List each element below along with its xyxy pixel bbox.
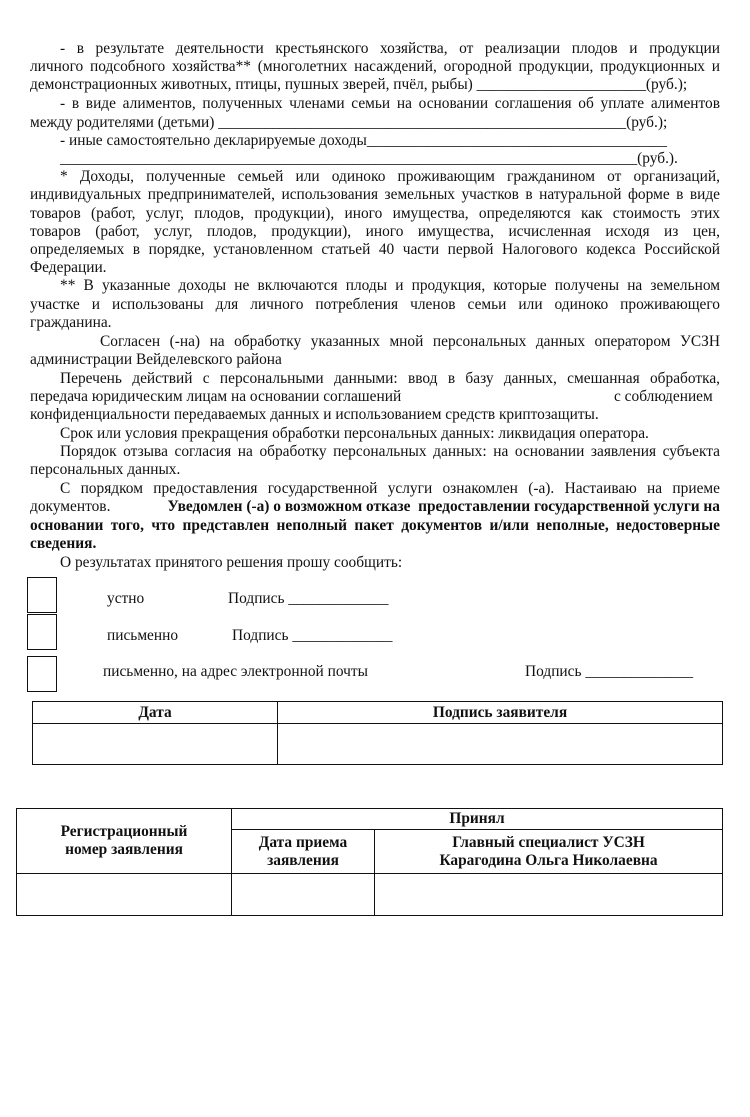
income-farm-line-1: - в результате деятельности крестьянского хозяйства, от реализации плодов и продукции — [60, 40, 720, 57]
footnote-1-line-5: определяемых в порядке, установленном статьей 40 части первой Налогового кодекса Российской — [30, 241, 720, 258]
specialist-cell[interactable] — [375, 874, 723, 916]
receipt-date-header — [232, 830, 375, 874]
reg-number-cell[interactable] — [17, 874, 232, 916]
notice-line-2-bold: Уведомлен (-а) о возможном отказе предоставлении государственной услуги на — [167, 498, 720, 515]
revocation-line-1: Порядок отзыва согласия на обработку персональных данных: на основании заявления субъекта — [60, 443, 720, 460]
revocation-line-2: персональных данных. — [30, 461, 181, 478]
specialist-header — [375, 830, 723, 874]
result-prompt: О результатах принятого решения прошу сообщить: — [60, 554, 403, 571]
date-column-header: Дата — [33, 702, 278, 724]
footnote-2-line-2: участке и использованы для личного потребления членов семьи или одиноко проживающего — [30, 296, 720, 313]
reg-number-header — [17, 809, 232, 874]
income-farm-line-3: демонстрационных животных, птицы, пушных зверей, пчёл, рыбы) ______________________(руб.); — [30, 76, 688, 93]
option-written-label: письменно — [107, 627, 179, 644]
signature-oral: Подпись _____________ — [228, 590, 389, 607]
receipt-date-cell[interactable] — [232, 874, 375, 916]
notice-line-1: С порядком предоставления государственной услуги ознакомлен (-а). Настаиваю на приеме — [60, 480, 720, 497]
option-oral-label: устно — [107, 590, 145, 607]
received-header: Принял — [232, 809, 723, 830]
footnote-1-line-2: индивидуальных предпринимателей, использования земельных участков в натуральной форме в виде — [30, 186, 720, 203]
footnote-1-line-3: товаров (работ, услуг, плодов, продукции), иного имущества, определяются как стоимость этих — [30, 205, 720, 222]
actions-line-3: конфиденциальности передаваемых данных и использованием средств криптозащиты. — [30, 406, 599, 423]
signature-written: Подпись _____________ — [232, 627, 393, 644]
checkbox-oral[interactable] — [27, 577, 57, 613]
signature-email: Подпись ______________ — [525, 663, 694, 680]
income-alimony-line-2: между родителями (детьми) _____________________________________________________(руб.); — [30, 114, 668, 131]
termination-line: Срок или условия прекращения обработки персональных данных: ликвидация оператора. — [60, 425, 649, 442]
option-email-label: письменно, на адрес электронной почты — [103, 663, 368, 680]
consent-line-2: администрации Вейделевского района — [30, 351, 282, 368]
signature-column-header: Подпись заявителя — [278, 702, 723, 724]
consent-line-1: Согласен (-на) на обработку указанных мной персональных данных оператором УСЗН — [100, 333, 720, 350]
reg-number-header-line-2: номер заявления — [65, 841, 183, 858]
checkbox-written[interactable] — [27, 614, 57, 650]
notice-line-2-plain: документов. — [30, 498, 115, 515]
reg-number-header-line-1: Регистрационный — [60, 823, 188, 840]
income-other-line-2: ___________________________________________________________________________(руб.). — [60, 150, 678, 167]
specialist-header-line-1: Главный специалист УСЗН — [452, 833, 645, 851]
notice-line-4: сведения. — [30, 535, 97, 552]
registration-table — [16, 808, 723, 916]
date-cell[interactable] — [33, 724, 278, 765]
footnote-2-line-1: ** В указанные доходы не включаются плоды и продукция, которые получены на земельном — [60, 277, 720, 294]
footnote-1-line-1: * Доходы, полученные семьей или одиноко проживающим гражданином от организаций, — [60, 168, 720, 185]
notice-line-3: основании того, что представлен неполный пакет документов и/или неполные, недостоверные — [30, 517, 720, 534]
actions-line-1: Перечень действий с персональными данными: ввод в базу данных, смешанная обработка, — [60, 370, 720, 387]
receipt-date-header-line-2: заявления — [267, 851, 339, 869]
income-other-line-1: - иные самостоятельно декларируемые доходы_______________________________________ — [60, 132, 667, 149]
receipt-date-header-line-1: Дата приема — [258, 833, 348, 851]
applicant-signature-table — [32, 701, 723, 765]
footnote-1-line-6: Федерации. — [30, 259, 107, 276]
actions-line-2b: с соблюдением — [614, 388, 713, 405]
footnote-1-line-4: товаров (работ, услуг, плодов, продукции), иного имущества, исчисленная исходя из цен, — [30, 223, 720, 240]
income-alimony-line-1: - в виде алиментов, полученных членами семьи на основании соглашения об уплате алиментов — [60, 95, 720, 112]
income-farm-line-2: личного подсобного хозяйства** (многолетних насаждений, огородной продукции, продукционных и — [30, 58, 720, 75]
specialist-header-line-2: Карагодина Ольга Николаевна — [439, 851, 658, 869]
signature-cell[interactable] — [278, 724, 723, 765]
actions-line-2a: передача юридическим лицам на основании соглашений — [30, 388, 402, 405]
notice-line-2 — [30, 498, 720, 516]
footnote-2-line-3: гражданина. — [30, 314, 112, 331]
checkbox-email[interactable] — [27, 656, 57, 692]
